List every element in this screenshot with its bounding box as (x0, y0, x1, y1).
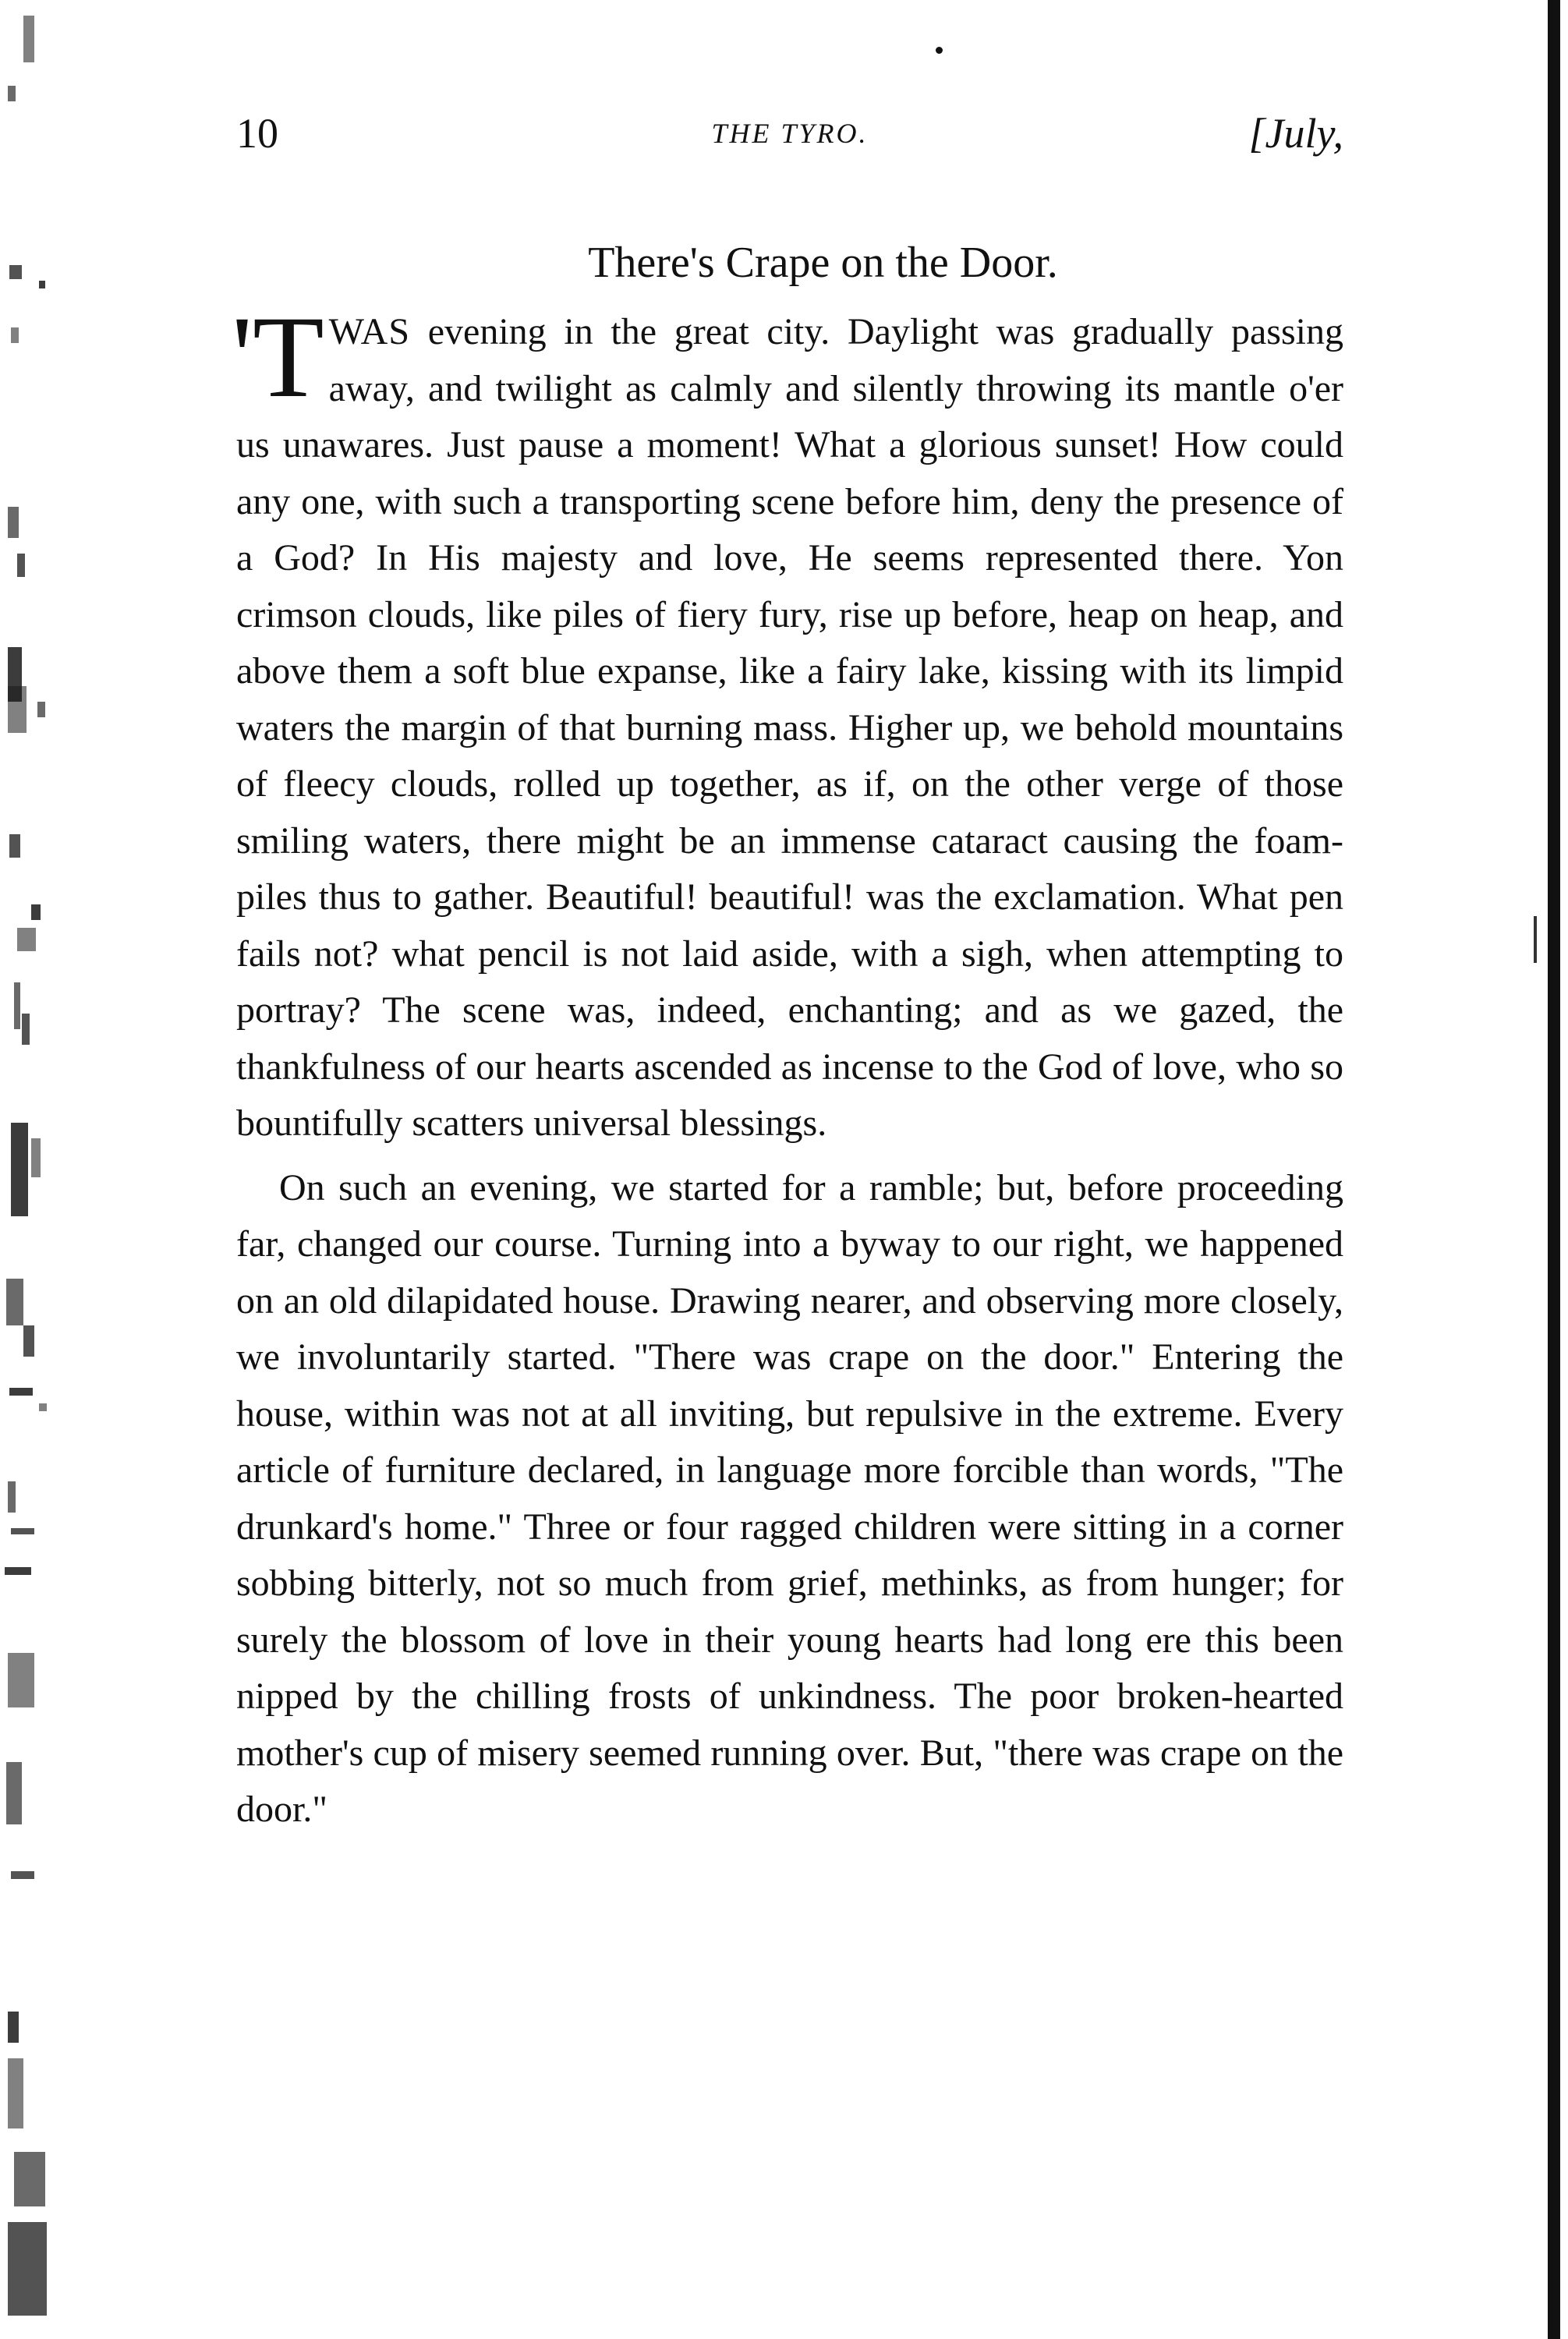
binding-noise-mark (8, 2222, 47, 2316)
binding-noise-mark (9, 1388, 33, 1396)
binding-noise-mark (23, 1325, 34, 1357)
binding-noise-mark (8, 86, 16, 101)
binding-noise-mark (8, 2012, 19, 2043)
paragraph-2: On such an evening, we started for a ramble; but, before proceeding far, changed our course. Turning into a byway to our right, we happened on an old dilapidated house. Drawing nearer, and observing more closely, we involuntarily started. "There was crape on the door." Entering the house, within was not at all inviting, but repulsive in the extreme. Every article of furniture declared, in language more forcible than words, "The drunkard's home." Three or four ragged children were sitting in a corner sobbing bitterly, not so much from grief, methinks, as from hunger; for surely the blossom of love in their young hearts had long ere this been nipped by the chilling frosts of unkindness. The poor broken-hearted mother's cup of misery seemed running over. But, "there was crape on the door." (236, 1166, 1343, 1830)
binding-noise-mark (8, 1481, 16, 1513)
binding-noise-mark (6, 1279, 23, 1325)
drop-cap-letter: T (253, 292, 324, 422)
binding-noise-mark (17, 928, 36, 951)
paragraph-1-text: evening in the great city. Daylight was gradually passing away, and twilight as calmly and silently throwing its mantle o'er us unawares. Just pause a moment! What a glorious sunset! How could any one, with such a transporting scene before him, deny the presence of a God? In His majesty and love, He seems represented there. Yon crimson clouds, like piles of fiery fury, rise up before, heap on heap, and above them a soft blue expanse, like a fairy lake, kissing with its limpid waters the margin of that burning mass. Higher up, we behold mountains of fleecy clouds, rolled up together, as if, on the other verge of those smiling waters, there might be an immense cataract causing the foam-piles thus to gather. Beautiful! beautiful! was the exclamation. What pen fails not? what pencil is not laid aside, with a sigh, when attempting to portray? The scene was, indeed, enchanting; and as we gazed, the thankfulness of our hearts ascended as incense to the God of love, who so bountifully scatters universal blessings. (236, 311, 1343, 1144)
binding-noise-mark (5, 1567, 31, 1575)
binding-noise-mark (11, 1528, 34, 1534)
binding-noise-mark (8, 686, 27, 733)
binding-noise-mark (37, 702, 45, 717)
binding-noise-mark (39, 1403, 47, 1411)
binding-noise-mark (11, 1871, 34, 1879)
running-head (236, 109, 1343, 164)
binding-noise-mark (23, 16, 34, 62)
opening-quote: ' (232, 292, 253, 422)
journal-title: THE TYRO. (711, 118, 869, 149)
article-title: There's Crape on the Door. (588, 239, 1058, 287)
binding-noise-mark (14, 982, 20, 1029)
binding-noise-mark (8, 2058, 23, 2128)
binding-noise-mark (9, 834, 20, 858)
binding-noise-mark (8, 1653, 34, 1707)
binding-noise-mark (17, 554, 25, 577)
article-body (232, 292, 1343, 1838)
margin-mark (1534, 916, 1537, 963)
binding-noise-mark (11, 327, 19, 343)
binding-noise-mark (11, 1123, 28, 1216)
ink-speck (936, 47, 943, 54)
binding-noise-mark (14, 2152, 45, 2206)
paragraph-1 (232, 292, 1343, 1152)
drop-cap (232, 292, 324, 422)
page-edge-rule (1548, 0, 1560, 2339)
binding-noise-mark (22, 1014, 30, 1045)
issue-month: [July, (1248, 110, 1343, 157)
binding-noise-mark (8, 507, 19, 538)
binding-edge-noise (0, 0, 74, 2339)
binding-noise-mark (31, 1138, 41, 1177)
first-word: WAS (328, 311, 411, 352)
page-number: 10 (236, 110, 278, 157)
binding-noise-mark (31, 904, 41, 920)
binding-noise-mark (6, 1762, 22, 1824)
